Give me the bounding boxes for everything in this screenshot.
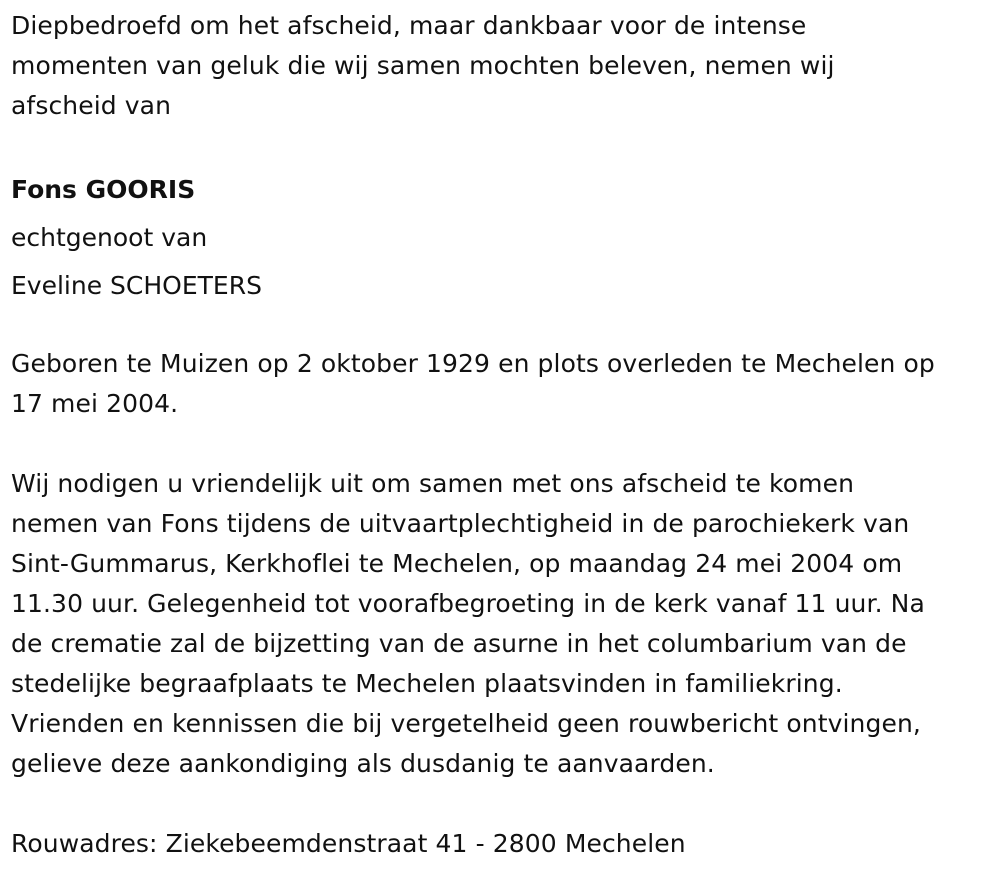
mourning-address: Rouwadres: Ziekebeemdenstraat 41 - 2800 Mechelen bbox=[11, 829, 686, 858]
address-paragraph bbox=[11, 824, 1000, 864]
spouse-name: Eveline SCHOETERS bbox=[11, 271, 262, 300]
invitation-line: Sint-Gummarus, Kerkhoflei te Mechelen, op maandag 24 mei 2004 om bbox=[11, 549, 903, 578]
intro-line: momenten van geluk die wij samen mochten beleven, nemen wij bbox=[11, 51, 835, 80]
invitation-paragraph bbox=[11, 464, 1000, 784]
invitation-line: nemen van Fons tijdens de uitvaartplechtigheid in de parochiekerk van bbox=[11, 509, 910, 538]
invitation-line: Wij nodigen u vriendelijk uit om samen met ons afscheid te komen bbox=[11, 469, 855, 498]
invitation-line: de crematie zal de bijzetting van de asurne in het columbarium van de bbox=[11, 629, 907, 658]
invitation-line: stedelijke begraafplaats te Mechelen plaatsvinden in familiekring. bbox=[11, 669, 843, 698]
deceased-name: Fons GOORIS bbox=[11, 175, 196, 204]
spacer bbox=[11, 784, 1000, 824]
intro-line: afscheid van bbox=[11, 91, 172, 120]
birth-death-paragraph bbox=[11, 344, 1000, 424]
invitation-line: Vrienden en kennissen die bij vergetelheid geen rouwbericht ontvingen, bbox=[11, 709, 921, 738]
relation-text: echtgenoot van bbox=[11, 223, 208, 252]
deceased-block bbox=[11, 166, 1000, 310]
intro-line: Diepbedroefd om het afscheid, maar dankbaar voor de intense bbox=[11, 11, 807, 40]
spacer bbox=[11, 126, 1000, 166]
invitation-line: 11.30 uur. Gelegenheid tot voorafbegroeting in de kerk vanaf 11 uur. Na bbox=[11, 589, 925, 618]
spacer bbox=[11, 424, 1000, 464]
spacer bbox=[11, 310, 1000, 344]
intro-paragraph bbox=[11, 6, 1000, 126]
birth-death-line: 17 mei 2004. bbox=[11, 389, 179, 418]
birth-death-line: Geboren te Muizen op 2 oktober 1929 en plots overleden te Mechelen op bbox=[11, 349, 935, 378]
invitation-line: gelieve deze aankondiging als dusdanig te aanvaarden. bbox=[11, 749, 715, 778]
